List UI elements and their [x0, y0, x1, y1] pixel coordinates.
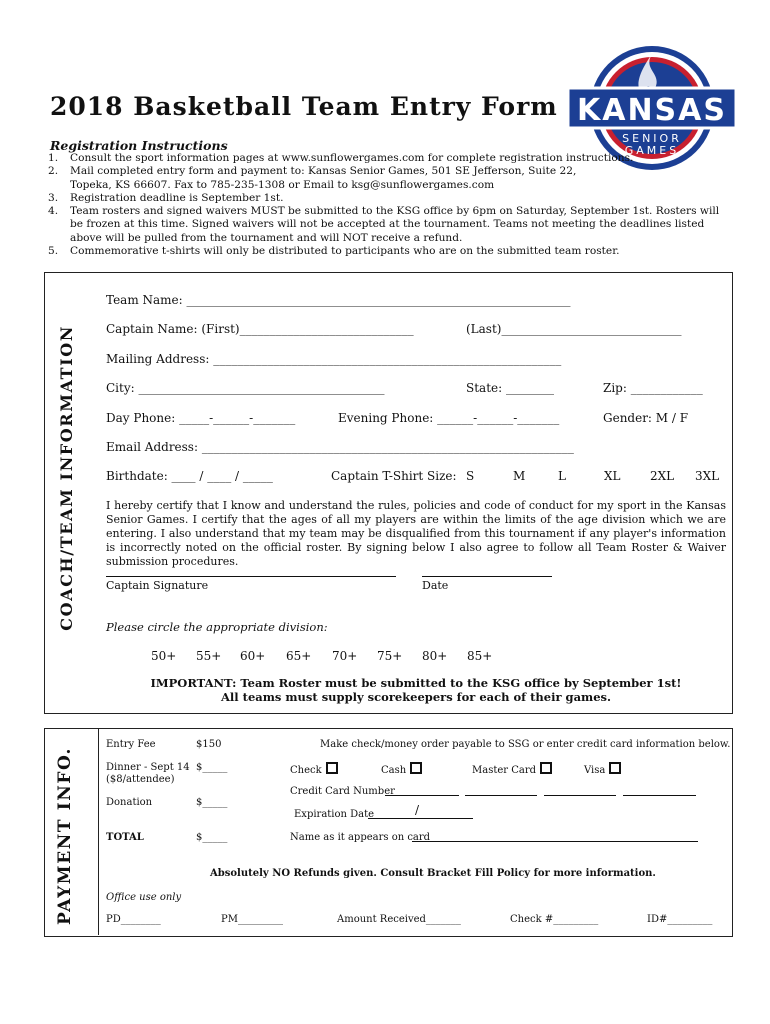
division-85[interactable]: 85+	[467, 649, 493, 663]
zip-field[interactable]: Zip: ____________	[603, 381, 703, 395]
instructions-list	[48, 152, 728, 258]
mastercard-option[interactable]: Master Card	[472, 762, 552, 776]
size-option-3xl[interactable]: 3XL	[695, 469, 720, 483]
check-option[interactable]: Check	[290, 762, 338, 776]
dinner-amount-field[interactable]: $_____	[196, 762, 228, 773]
mastercard-checkbox[interactable]	[540, 762, 552, 774]
name-on-card-label: Name as it appears on card	[290, 832, 431, 843]
svg-text:KANSAS: KANSAS	[576, 93, 728, 128]
visa-checkbox[interactable]	[609, 762, 621, 774]
size-option-m[interactable]: M	[513, 469, 526, 483]
expiration-field[interactable]	[368, 818, 473, 819]
cc-number-segment-2[interactable]	[465, 795, 537, 796]
svg-text:GAMES: GAMES	[624, 144, 680, 157]
office-amount-field: Amount Received_______	[337, 914, 461, 925]
division-60[interactable]: 60+	[240, 649, 266, 663]
check-checkbox[interactable]	[326, 762, 338, 774]
coach-team-section	[44, 272, 733, 714]
team-name-field[interactable]: Team Name: ________________________________________________________________	[106, 293, 571, 307]
division-50[interactable]: 50+	[151, 649, 177, 663]
day-phone-field[interactable]: Day Phone: _____-______-_______	[106, 411, 296, 425]
size-option-s[interactable]: S	[466, 469, 475, 483]
captain-first-field[interactable]: Captain Name: (First)_____________________________	[106, 322, 414, 336]
office-pm-field: PM_________	[221, 914, 283, 925]
tshirt-size-label: Captain T-Shirt Size:	[331, 469, 457, 483]
email-field[interactable]: Email Address: ______________________________________________________________	[106, 440, 574, 454]
cash-option[interactable]: Cash	[381, 762, 422, 776]
page-title: 2018 Basketball Team Entry Form	[50, 92, 558, 121]
date-line[interactable]	[422, 576, 552, 577]
registration-heading: Registration Instructions	[50, 138, 228, 153]
signature-label: Captain Signature	[106, 579, 209, 592]
important-notice: IMPORTANT: Team Roster must be submitted to the KSG office by September 1st! All teams must supply scorekeepers for each of their games.	[150, 676, 682, 704]
total-label: TOTAL	[106, 832, 144, 843]
gender-field[interactable]: Gender: M / F	[603, 411, 689, 425]
instruction-item: 2. Mail completed entry form and payment to: Kansas Senior Games, 501 SE Jefferson, Suite 22, Topeka, KS 66607. Fax to 785-235-1308 or Email to ksg@sunflowergames.com	[48, 165, 577, 191]
visa-option[interactable]: Visa	[584, 762, 621, 776]
size-option-xl[interactable]: XL	[604, 469, 621, 483]
entry-fee-value: $150	[196, 739, 222, 750]
payment-divider	[98, 728, 99, 935]
instruction-item: 1. Consult the sport information pages at www.sunflowergames.com for complete registration instructions.	[48, 152, 634, 164]
division-65[interactable]: 65+	[286, 649, 312, 663]
cc-number-segment-1[interactable]	[385, 795, 459, 796]
office-check-field: Check #_________	[510, 914, 599, 925]
division-70[interactable]: 70+	[332, 649, 358, 663]
office-id-field: ID#_________	[647, 914, 713, 925]
birthdate-field[interactable]: Birthdate: ____ / ____ / _____	[106, 469, 273, 483]
division-80[interactable]: 80+	[422, 649, 448, 663]
office-pd-field: PD________	[106, 914, 161, 925]
mailing-address-field[interactable]: Mailing Address: __________________________________________________________	[106, 352, 562, 366]
svg-text:SENIOR: SENIOR	[622, 132, 682, 145]
city-field[interactable]: City: _________________________________________	[106, 381, 385, 395]
date-label: Date	[422, 579, 449, 592]
state-field[interactable]: State: ________	[466, 381, 554, 395]
signature-line[interactable]	[106, 576, 396, 577]
instruction-item: 3. Registration deadline is September 1st.	[48, 191, 284, 204]
entry-fee-label: Entry Fee	[106, 739, 156, 750]
cc-number-segment-4[interactable]	[623, 795, 696, 796]
size-option-2xl[interactable]: 2XL	[650, 469, 675, 483]
cc-number-label: Credit Card Number	[290, 786, 395, 797]
total-amount-field[interactable]: $_____	[196, 832, 228, 843]
office-use-label: Office use only	[106, 892, 182, 903]
instruction-item: 5. Commemorative t-shirts will only be distributed to participants who are on the submitted team roster.	[48, 245, 620, 258]
division-55[interactable]: 55+	[196, 649, 222, 663]
division-75[interactable]: 75+	[377, 649, 403, 663]
payment-instructions: Make check/money order payable to SSG or enter credit card information below.	[320, 739, 731, 750]
payment-section-label: PAYMENT INFO.	[55, 747, 75, 926]
cc-number-segment-3[interactable]	[544, 795, 616, 796]
evening-phone-field[interactable]: Evening Phone: ______-______-_______	[338, 411, 560, 425]
donation-label: Donation	[106, 797, 153, 808]
captain-last-field[interactable]: (Last)______________________________	[466, 322, 682, 336]
expiration-label: Expiration Date	[294, 809, 375, 820]
coach-section-label: COACH/TEAM INFORMATION	[57, 325, 76, 631]
instruction-item: 4. Team rosters and signed waivers MUST be submitted to the KSG office by 6pm on Saturday, September 1st. Rosters will be frozen at this time. Signed waivers will not be accepted at the tournament. Teams not meeting the deadlines listed above will be pulled from the tournament and will NOT receive a refund.	[48, 205, 720, 244]
cash-checkbox[interactable]	[410, 762, 422, 774]
dinner-sub-label: ($8/attendee)	[106, 774, 175, 785]
certification-text: I hereby certify that I know and understand the rules, policies and code of conduct for my sport in the Kansas Senior Games. I certify that the ages of all my players are within the limits of the age division which we are entering. I also understand that my team may be disqualified from this tournament if any player's information is incorrectly noted on the official roster. By signing below I also agree to follow all Team Roster & Waiver submission procedures.	[106, 499, 726, 568]
dinner-label: Dinner - Sept 14	[106, 762, 190, 773]
name-on-card-field[interactable]	[412, 841, 698, 842]
no-refunds-notice: Absolutely NO Refunds given. Consult Bracket Fill Policy for more information.	[210, 868, 656, 879]
size-option-l[interactable]: L	[558, 469, 566, 483]
donation-amount-field[interactable]: $_____	[196, 797, 228, 808]
expiration-slash: /	[415, 803, 420, 817]
division-prompt: Please circle the appropriate division:	[106, 620, 328, 634]
